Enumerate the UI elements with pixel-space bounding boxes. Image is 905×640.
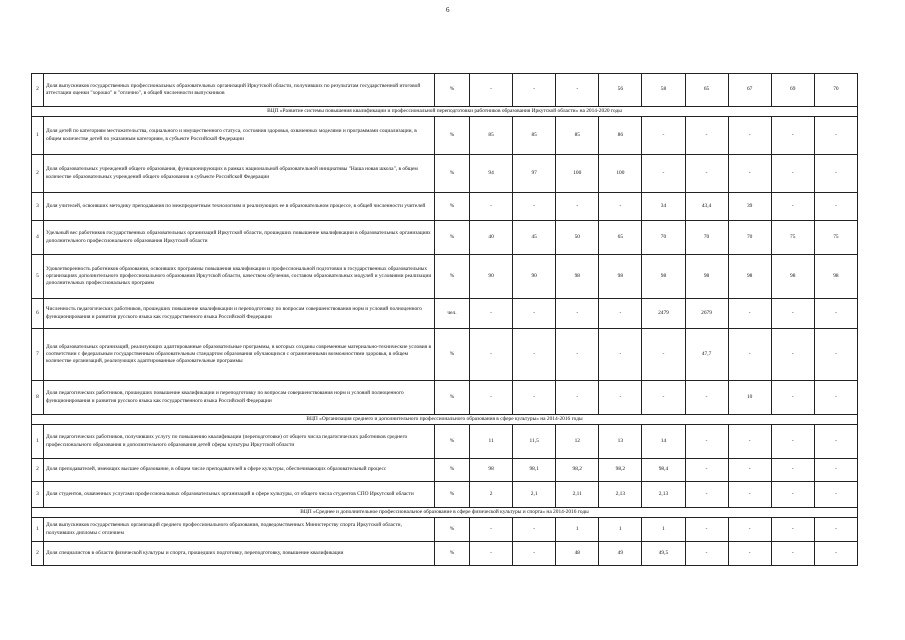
- value-cell: 70: [685, 221, 728, 255]
- value-cell: -: [771, 542, 814, 566]
- indicator-name: Доля выпускников государственных профессиональных образовательных организаций Иркутской области, получивших по результатам государственной итоговой аттестации оценки "хорошо" и "отлично", в общей численности выпускников: [44, 74, 435, 107]
- value-cell: 48: [556, 542, 599, 566]
- value-cell: -: [728, 299, 771, 329]
- indicator-name: Численность педагогических работников, прошедших повышение квалификации и переподготовку по вопросам совершенствования норм и условий полноценного функционирования и развития русского языка как государственного языка Российской Федерации: [44, 299, 435, 329]
- value-cell: 98: [814, 255, 857, 299]
- row-number: 8: [32, 381, 44, 415]
- value-cell: -: [814, 425, 857, 459]
- value-cell: 11,5: [513, 425, 556, 459]
- value-cell: 100: [599, 155, 642, 193]
- value-cell: 85: [470, 117, 513, 155]
- value-cell: -: [728, 155, 771, 193]
- value-cell: -: [728, 518, 771, 542]
- value-cell: 14: [642, 425, 685, 459]
- unit-cell: %: [434, 459, 469, 482]
- page-number: 6: [446, 6, 450, 14]
- value-cell: -: [771, 193, 814, 221]
- value-cell: 98: [556, 255, 599, 299]
- value-cell: -: [685, 155, 728, 193]
- value-cell: 65: [599, 221, 642, 255]
- unit-cell: %: [434, 74, 469, 107]
- value-cell: -: [728, 459, 771, 482]
- value-cell: -: [771, 459, 814, 482]
- value-cell: 100: [556, 155, 599, 193]
- table-row: [32, 381, 858, 415]
- value-cell: -: [728, 329, 771, 381]
- value-cell: -: [556, 299, 599, 329]
- value-cell: 75: [771, 221, 814, 255]
- row-number: 6: [32, 299, 44, 329]
- row-number: 3: [32, 482, 44, 508]
- indicator-name: Доля специалистов в области физической культуры и спорта, прошедших подготовку, переподготовку, повышение квалификации: [44, 542, 435, 566]
- value-cell: 2,1: [513, 482, 556, 508]
- value-cell: 70: [728, 221, 771, 255]
- value-cell: -: [814, 193, 857, 221]
- indicator-name: Доля образовательных учреждений общего образования, функционирующих в рамках национальной образовательной инициативы "Наша новая школа", в общем количестве образовательных учреждений общего образования в субъекте Российской Федерации: [44, 155, 435, 193]
- value-cell: -: [814, 482, 857, 508]
- value-cell: -: [728, 482, 771, 508]
- value-cell: -: [642, 155, 685, 193]
- value-cell: 98: [771, 255, 814, 299]
- table-row: [32, 255, 858, 299]
- row-number: 2: [32, 74, 44, 107]
- value-cell: 43,4: [685, 193, 728, 221]
- value-cell: -: [556, 329, 599, 381]
- value-cell: -: [771, 117, 814, 155]
- value-cell: -: [728, 542, 771, 566]
- value-cell: 2: [470, 482, 513, 508]
- value-cell: -: [685, 459, 728, 482]
- value-cell: -: [513, 381, 556, 415]
- unit-cell: %: [434, 255, 469, 299]
- value-cell: -: [771, 299, 814, 329]
- indicator-name: Доля преподавателей, имеющих высшее образование, в общем числе преподавателей в сфере культуры, обеспечивающих образовательный процесс: [44, 459, 435, 482]
- row-number: 5: [32, 255, 44, 299]
- table-row: [32, 117, 858, 155]
- value-cell: 75: [814, 221, 857, 255]
- indicator-name: Удовлетворенность работников образования, освоивших программы повышения квалификации и профессиональной подготовки в государственных образовательных организациях дополнительного профессионального образования Иркутской области, качеством обучения, составом образовательных модулей и условиями реализации дополнительных профессиональных программ: [44, 255, 435, 299]
- value-cell: -: [814, 155, 857, 193]
- table-row: [32, 299, 858, 329]
- value-cell: 90: [470, 255, 513, 299]
- value-cell: 98: [685, 255, 728, 299]
- value-cell: -: [642, 117, 685, 155]
- value-cell: -: [814, 299, 857, 329]
- table-row: [32, 425, 858, 459]
- value-cell: 50: [556, 221, 599, 255]
- value-cell: -: [513, 518, 556, 542]
- value-cell: -: [470, 542, 513, 566]
- value-cell: -: [728, 117, 771, 155]
- value-cell: 1: [642, 518, 685, 542]
- row-number: 4: [32, 221, 44, 255]
- value-cell: -: [513, 542, 556, 566]
- value-cell: 58: [642, 74, 685, 107]
- indicators-table: [31, 73, 858, 566]
- value-cell: 94: [470, 155, 513, 193]
- value-cell: -: [513, 193, 556, 221]
- value-cell: 2,11: [556, 482, 599, 508]
- value-cell: -: [599, 299, 642, 329]
- value-cell: 98: [470, 459, 513, 482]
- value-cell: -: [685, 482, 728, 508]
- value-cell: 40: [470, 221, 513, 255]
- value-cell: 2,13: [642, 482, 685, 508]
- value-cell: -: [771, 155, 814, 193]
- value-cell: 65: [685, 74, 728, 107]
- unit-cell: %: [434, 482, 469, 508]
- table-row: [32, 329, 858, 381]
- value-cell: -: [556, 193, 599, 221]
- row-number: 2: [32, 459, 44, 482]
- table-row: [32, 518, 858, 542]
- value-cell: 45: [513, 221, 556, 255]
- value-cell: 98: [599, 255, 642, 299]
- section-header-row: [32, 508, 858, 518]
- value-cell: 98,2: [556, 459, 599, 482]
- value-cell: -: [814, 329, 857, 381]
- value-cell: -: [513, 299, 556, 329]
- value-cell: -: [599, 193, 642, 221]
- value-cell: 70: [642, 221, 685, 255]
- table-row: [32, 155, 858, 193]
- value-cell: 39: [728, 193, 771, 221]
- value-cell: 2679: [685, 299, 728, 329]
- value-cell: 98,1: [513, 459, 556, 482]
- value-cell: 2,13: [599, 482, 642, 508]
- indicator-name: Доля учителей, освоивших методику преподавания по межпредметным технологиям и реализующих ее в образовательном процессе, в общей численности учителей: [44, 193, 435, 221]
- value-cell: -: [685, 381, 728, 415]
- unit-cell: %: [434, 155, 469, 193]
- value-cell: -: [642, 381, 685, 415]
- value-cell: -: [642, 329, 685, 381]
- value-cell: -: [470, 518, 513, 542]
- value-cell: 97: [513, 155, 556, 193]
- table-row: [32, 459, 858, 482]
- value-cell: -: [814, 518, 857, 542]
- indicator-name: Доля детей по категориям местожительства, социального и имущественного статуса, состояния здоровья, охваченных моделями и программами социализации, в общем количестве детей по указанным категориям, в субъекте Российской Федерации: [44, 117, 435, 155]
- unit-cell: %: [434, 193, 469, 221]
- value-cell: 2479: [642, 299, 685, 329]
- value-cell: -: [685, 425, 728, 459]
- value-cell: 56: [599, 74, 642, 107]
- table-row: [32, 193, 858, 221]
- section-title: ВЦП «Организация среднего и дополнительного профессионального образования в сфере культуры» на 2014-2016 годы: [32, 415, 858, 425]
- unit-cell: %: [434, 542, 469, 566]
- unit-cell: %: [434, 221, 469, 255]
- indicator-name: Доля педагогических работников, получивших услугу по повышению квалификации (переподготовке) от общего числа педагогических работников среднего профессионального образования и дополнительного образования детей сферы культуры Иркутской области: [44, 425, 435, 459]
- value-cell: -: [556, 381, 599, 415]
- unit-cell: %: [434, 329, 469, 381]
- value-cell: -: [814, 459, 857, 482]
- unit-cell: %: [434, 518, 469, 542]
- value-cell: 49: [599, 542, 642, 566]
- indicator-name: Доля студентов, охваченных услугами профессиональных образовательных организаций в сфере культуры, от общего числа студентов СПО Иркутской области: [44, 482, 435, 508]
- unit-cell: %: [434, 117, 469, 155]
- value-cell: 11: [470, 425, 513, 459]
- value-cell: -: [771, 425, 814, 459]
- section-header-row: [32, 107, 858, 117]
- value-cell: -: [685, 117, 728, 155]
- indicator-name: Доля выпускников государственных организаций среднего профессионального образования, подведомственных Министерству спорта Иркутской области, получивших дипломы с отличием: [44, 518, 435, 542]
- value-cell: 98,4: [642, 459, 685, 482]
- table-row: [32, 221, 858, 255]
- value-cell: -: [728, 425, 771, 459]
- table-row: [32, 542, 858, 566]
- indicator-name: Доля образовательных организаций, реализующих адаптированные образовательные программы, в которых созданы современные материально-технические условия в соответствии с федеральным государственным образовательным стандартом образования обучающихся с ограниченными возможностями здоровья, в общем количестве организаций, реализующих адаптированные образовательные программы: [44, 329, 435, 381]
- value-cell: 98: [642, 255, 685, 299]
- value-cell: 12: [556, 425, 599, 459]
- value-cell: -: [470, 193, 513, 221]
- value-cell: -: [685, 542, 728, 566]
- section-title: ВЦП «Развитие системы повышения квалификации и профессиональной переподготовки работников образования Иркутской области» на 2014-2020 годы: [32, 107, 858, 117]
- value-cell: 98: [728, 255, 771, 299]
- value-cell: 49,5: [642, 542, 685, 566]
- value-cell: 85: [513, 117, 556, 155]
- value-cell: 90: [513, 255, 556, 299]
- value-cell: -: [556, 74, 599, 107]
- section-header-row: [32, 415, 858, 425]
- value-cell: 98,2: [599, 459, 642, 482]
- value-cell: 70: [814, 74, 857, 107]
- unit-cell: чел.: [434, 299, 469, 329]
- row-number: 1: [32, 518, 44, 542]
- value-cell: 47,7: [685, 329, 728, 381]
- row-number: 3: [32, 193, 44, 221]
- row-number: 1: [32, 117, 44, 155]
- value-cell: 85: [556, 117, 599, 155]
- value-cell: -: [470, 299, 513, 329]
- value-cell: 10: [728, 381, 771, 415]
- unit-cell: %: [434, 381, 469, 415]
- value-cell: 1: [556, 518, 599, 542]
- row-number: 2: [32, 542, 44, 566]
- value-cell: -: [771, 518, 814, 542]
- value-cell: -: [599, 329, 642, 381]
- unit-cell: %: [434, 425, 469, 459]
- row-number: 7: [32, 329, 44, 381]
- value-cell: -: [513, 329, 556, 381]
- value-cell: -: [814, 381, 857, 415]
- table-row: [32, 74, 858, 107]
- row-number: 2: [32, 155, 44, 193]
- value-cell: -: [470, 329, 513, 381]
- value-cell: -: [513, 74, 556, 107]
- value-cell: 67: [728, 74, 771, 107]
- value-cell: -: [814, 117, 857, 155]
- value-cell: -: [771, 329, 814, 381]
- row-number: 1: [32, 425, 44, 459]
- value-cell: 34: [642, 193, 685, 221]
- value-cell: -: [771, 482, 814, 508]
- section-title: ВЦП «Среднее и дополнительное профессиональное образование в сфере физической культуры и спорта» на 2014-2016 годы: [32, 508, 858, 518]
- value-cell: -: [470, 74, 513, 107]
- table-row: [32, 482, 858, 508]
- value-cell: 86: [599, 117, 642, 155]
- value-cell: -: [470, 381, 513, 415]
- value-cell: -: [814, 542, 857, 566]
- value-cell: -: [771, 381, 814, 415]
- value-cell: 13: [599, 425, 642, 459]
- value-cell: 1: [599, 518, 642, 542]
- value-cell: 69: [771, 74, 814, 107]
- value-cell: -: [599, 381, 642, 415]
- indicator-name: Доля педагогических работников, прошедших повышение квалификации и переподготовку по вопросам совершенствования норм и условий полноценного функционирования и развития русского языка как государственного языка Российской Федерации: [44, 381, 435, 415]
- value-cell: -: [685, 518, 728, 542]
- indicator-name: Удельный вес работников государственных образовательных организаций Иркутской области, прошедших повышение квалификации в образовательных организациях дополнительного профессионального образования Иркутской области: [44, 221, 435, 255]
